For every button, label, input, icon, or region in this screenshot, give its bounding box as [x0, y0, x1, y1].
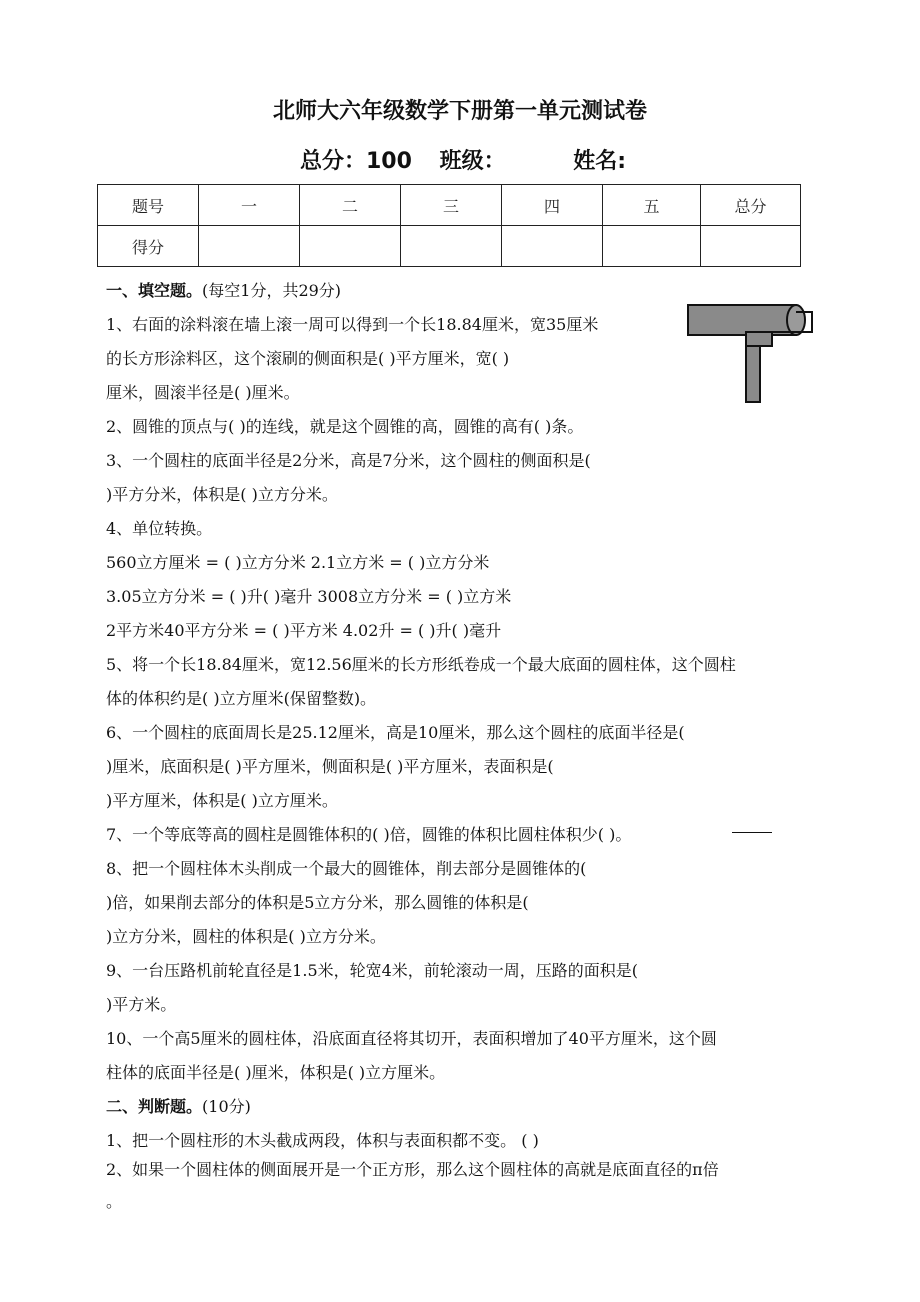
question-line: 8、把一个圆柱体木头削成一个最大的圆锥体，削去部分是圆锥体的( [106, 859, 587, 878]
question-line: 4、单位转换。 [106, 519, 213, 538]
question-line: 1、右面的涂料滚在墙上滚一周可以得到一个长18.84厘米，宽35厘米 [106, 315, 599, 334]
question-line: 厘米，圆滚半径是( )厘米。 [106, 383, 300, 402]
question-line: 10、一个高5厘米的圆柱体，沿底面直径将其切开，表面积增加了40平方厘米，这个圆 [106, 1029, 717, 1048]
question-line: )平方分米，体积是( )立方分米。 [106, 485, 338, 504]
question-line: 3.05立方分米 = ( )升( )毫升 3008立方分米 = ( )立方米 [106, 587, 512, 606]
score-cell [199, 226, 300, 267]
question-line: )立方分米，圆柱的体积是( )立方分米。 [106, 927, 386, 946]
table-cell: 四 [502, 185, 603, 226]
section-note: (每空1分，共29分) [202, 281, 342, 300]
question-line: 560立方厘米 = ( )立方分米 2.1立方米 = ( )立方分米 [106, 553, 490, 572]
question-line: 的长方形涂料区，这个滚刷的侧面积是( )平方厘米，宽( ) [106, 349, 510, 368]
question-line: 1、把一个圆柱形的木头截成两段，体积与表面积都不变。 ( ) [106, 1131, 539, 1150]
score-cell [401, 226, 502, 267]
table-cell: 题号 [98, 185, 199, 226]
table-cell: 三 [401, 185, 502, 226]
question-line: 2平方米40平方分米 = ( )平方米 4.02升 = ( )升( )毫升 [106, 621, 502, 640]
page-title: 北师大六年级数学下册第一单元测试卷 [272, 99, 647, 124]
question-line: 6、一个圆柱的底面周长是25.12厘米，高是10厘米，那么这个圆柱的底面半径是( [106, 723, 685, 742]
question-line: 9、一台压路机前轮直径是1.5米，轮宽4米，前轮滚动一周，压路的面积是( [106, 961, 639, 980]
question-line: 体的体积约是( )立方厘米(保留整数)。 [106, 689, 377, 708]
score-table [97, 184, 801, 267]
section-title: 二、判断题。 [106, 1097, 203, 1116]
section-note: (10分) [202, 1097, 251, 1116]
section-heading [106, 281, 341, 301]
question-line: )平方米。 [106, 995, 177, 1014]
question-line: 柱体的底面半径是( )厘米，体积是( )立方厘米。 [106, 1063, 446, 1082]
score-cell [300, 226, 401, 267]
question-line: 7、一个等底等高的圆柱是圆锥体积的( )倍，圆锥的体积比圆柱体积少( )。 [106, 825, 632, 844]
score-cell [502, 226, 603, 267]
table-cell: 二 [300, 185, 401, 226]
table-cell: 一 [199, 185, 300, 226]
question-line: 2、圆锥的顶点与( )的连线，就是这个圆锥的高，圆锥的高有( )条。 [106, 417, 584, 436]
class-label: 班级： [439, 149, 506, 174]
table-cell: 得分 [98, 226, 199, 267]
section-heading [106, 1097, 251, 1117]
question-line: )厘米，底面积是( )平方厘米，侧面积是( )平方厘米，表面积是( [106, 757, 554, 776]
section-title: 一、填空题。 [106, 281, 203, 300]
header-info [300, 144, 626, 175]
total-score-label: 总分：100 [300, 149, 412, 174]
table-row [98, 185, 801, 226]
table-row [98, 226, 801, 267]
question-line: )倍，如果削去部分的体积是5立方分米，那么圆锥的体积是( [106, 893, 529, 912]
question-line: 2、如果一个圆柱体的侧面展开是一个正方形，那么这个圆柱体的高就是底面直径的π倍 [106, 1160, 719, 1179]
table-cell: 五 [603, 185, 701, 226]
question-line: 。 [106, 1192, 123, 1211]
question-line: 3、一个圆柱的底面半径是2分米，高是7分米，这个圆柱的侧面积是( [106, 451, 591, 470]
name-label: 姓名: [573, 149, 627, 174]
table-cell: 总分 [701, 185, 801, 226]
question-line: )平方厘米，体积是( )立方厘米。 [106, 791, 338, 810]
stray-rule [732, 832, 772, 833]
score-cell [701, 226, 801, 267]
question-line: 5、将一个长18.84厘米，宽12.56厘米的长方形纸卷成一个最大底面的圆柱体，这个圆柱 [106, 655, 736, 674]
score-cell [603, 226, 701, 267]
paint-roller-illustration [684, 300, 820, 406]
